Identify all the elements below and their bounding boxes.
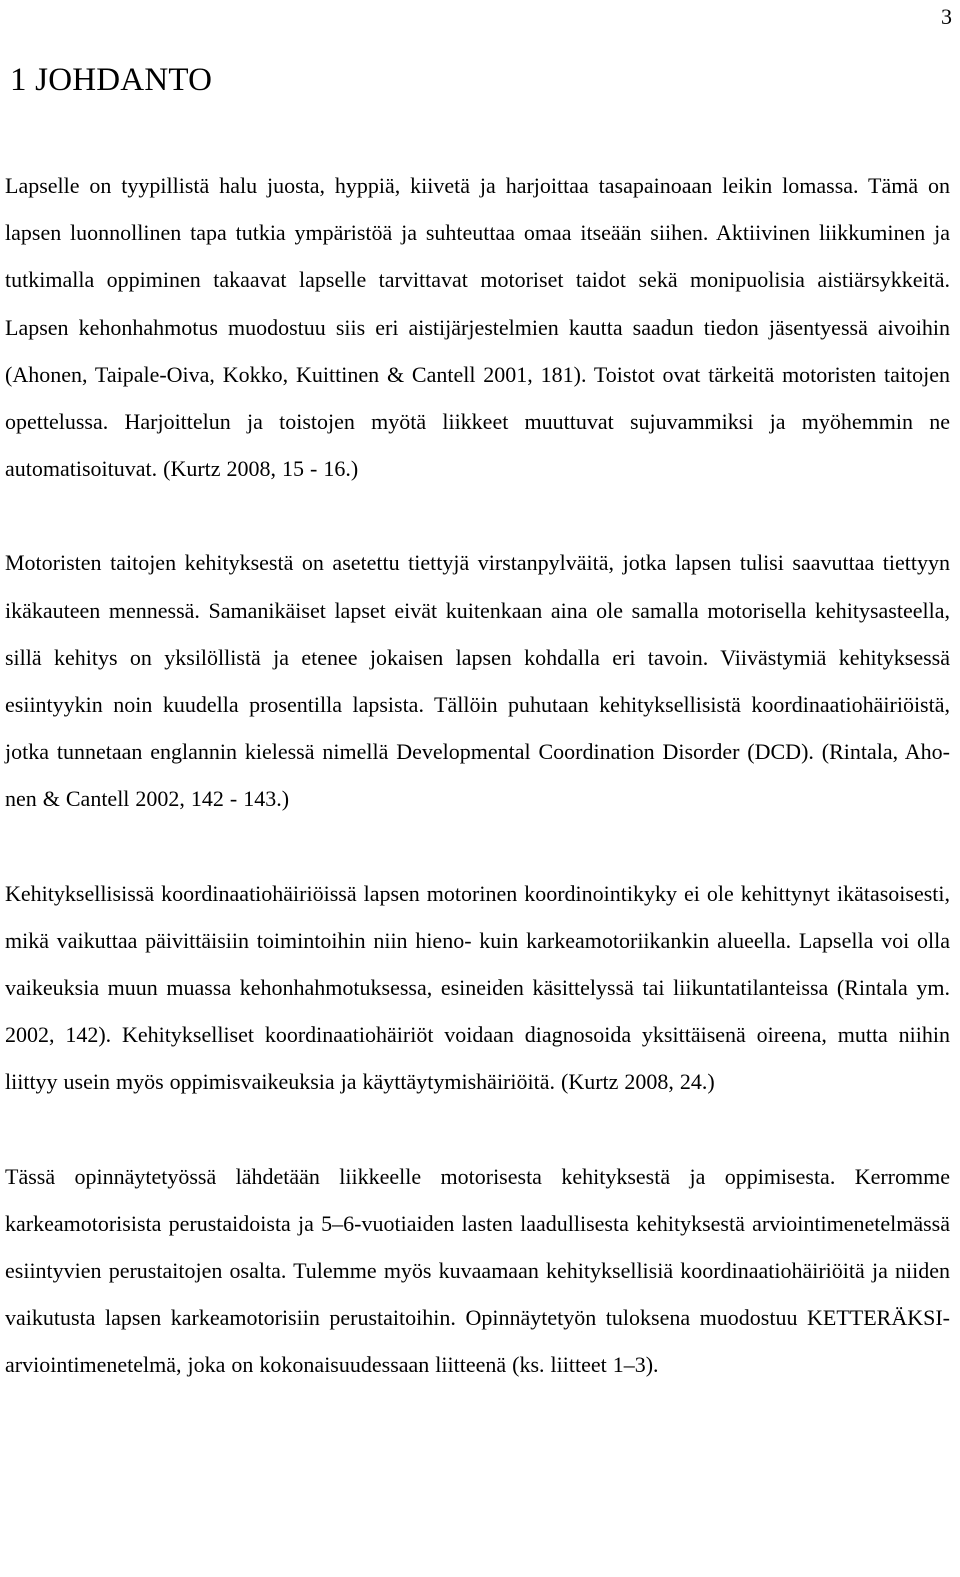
chapter-title: 1 JOHDANTO — [10, 62, 213, 98]
paragraph-4: Tässä opinnäytetyössä lähdetään liikkeelle motorisesta kehityksestä ja oppimisesta. Kerromme karkeamotorisista perustaidoista ja 5–6-vuotiaiden lasten laadullisesta kehityksestä arviointimenetelmässä esiintyvien perustaitojen osalta. Tulemme myös kuvaamaan kehityksellisiä koordinaatiohäiriöitä ja niiden vaikutusta lapsen karkeamotorisiin perustaitoihin. Opinnäytetyön tuloksena muodostuu KETTERÄKSI-arviointimenetelmä, joka on kokonaisuudessaan liitteenä (ks. liitteet 1–3). — [5, 1163, 950, 1378]
paragraph-1: Lapselle on tyypillistä halu juosta, hyppiä, kiivetä ja harjoittaa tasapainoaan leikin lomassa. Tämä on lapsen luonnollinen tapa tutkia ympäristöä ja suhteuttaa omaa itseään siihen. Aktiivinen liikkuminen ja tutkimalla oppiminen takaavat lapselle tarvittavat motoriset taidot sekä monipuolisia aistiärsykkeitä. Lapsen kehonhahmotus muodostuu siis eri aistijärjestelmien kautta saadun tiedon jäsentyessä aivoihin (Ahonen, Taipale-Oiva, Kokko, Kuittinen & Cantell 2001, 181). Toistot ovat tärkeitä motoristen taitojen opettelussa. Harjoittelun ja toistojen myötä liikkeet muuttuvat sujuvammiksi ja myöhemmin ne automatisoituvat. (Kurtz 2008, 15 - 16.) — [5, 173, 950, 482]
paragraph-3: Kehityksellisissä koordinaatiohäiriöissä lapsen motorinen koordinointikyky ei ole kehittynyt ikätasoisesti, mikä vaikuttaa päivittäisiin toimintoihin niin hieno- kuin karkeamotoriikankin alueella. Lapsella voi olla vaikeuksia muun muassa kehonhahmotuksessa, esineiden käsittelyssä tai liikuntatilanteissa (Rintala ym. 2002, 142). Kehitykselliset koordinaatiohäiriöt voidaan diagnosoida yksittäisenä oireena, mutta niihin liittyy usein myös oppimisvaikeuksia ja käyttäytymishäiriöitä. (Kurtz 2008, 24.) — [5, 880, 950, 1095]
paragraph-2: Motoristen taitojen kehityksestä on asetettu tiettyjä virstanpylväitä, jotka lapsen tulisi saavuttaa tiettyyn ikäkauteen mennessä. Samanikäiset lapset eivät kuitenkaan aina ole samalla motorisella kehitysasteella, sillä kehitys on yksilöllistä ja etenee jokaisen lapsen kohdalla eri tavoin. Viivästymiä kehityksessä esiintyykin noin kuudella prosentilla lapsista. Tällöin puhutaan kehityksellisistä koordinaatiohäiriöistä, jotka tunnetaan englannin kielessä nimellä Developmental Coordination Disorder (DCD). (Rintala, Ahonen & Cantell 2002, 142 - 143.) — [5, 550, 950, 812]
page-number: 3 — [941, 4, 952, 29]
body-text — [5, 162, 950, 1389]
